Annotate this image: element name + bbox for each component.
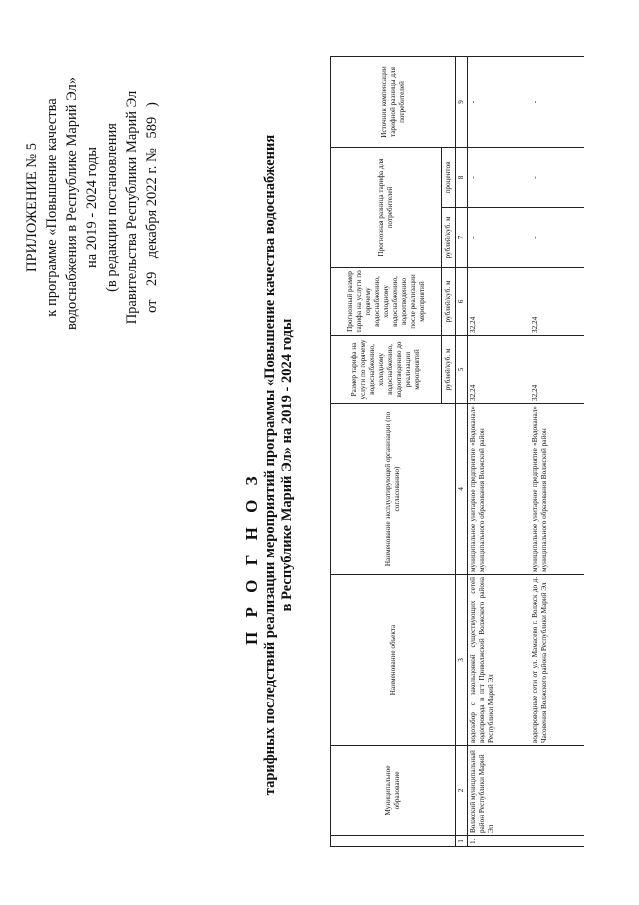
- appendix-date-day: 29: [144, 271, 160, 287]
- header-source: Источник компенсации тарифной разницы для потребителей: [331, 57, 456, 148]
- cell-object: водопроводные сети от ул. Мамасево г. Волжск до д. Часовения Волжского района Республики Марий Эл: [530, 575, 584, 746]
- cell-source: -: [530, 57, 584, 148]
- appendix-date-from: от: [144, 299, 160, 313]
- cell-difference-pct: -: [530, 148, 584, 208]
- appendix-line: к программе «Повышение качества: [44, 98, 60, 317]
- appendix-date-line: [142, 85, 162, 330]
- column-number: 5: [456, 336, 468, 404]
- forecast-table: [330, 56, 584, 847]
- header-object: Наименование объекта: [331, 575, 456, 746]
- appendix-line: ПРИЛОЖЕНИЕ № 5: [24, 143, 40, 272]
- forecast-subtitle: [262, 85, 296, 845]
- cell-object: водозабор с закольцовкой существующих сетей водопровода в пгт Приволжский Волжского района Республики Марий Эл: [468, 575, 531, 746]
- subtitle-line: в Республике Марий Эл» на 2019 - 2024 годы: [279, 318, 295, 612]
- subtitle-line: тарифных последствий реализации мероприятий программы «Повышение качества водоснабжения: [262, 134, 278, 796]
- header-operator: Наименование эксплуатирующей организации (по согласованию): [331, 404, 456, 575]
- table-row: [468, 57, 531, 847]
- forecast-title: П Р О Г Н О З: [242, 471, 261, 645]
- cell-operator: муниципальное унитарное предприятие «Водоканал» муниципального образования Волжский район: [468, 404, 531, 575]
- cell-tariff-forecast: 32,24: [530, 268, 584, 336]
- appendix-date-month: декабря 2022 г. №: [144, 148, 160, 259]
- cell-tariff-size: 32,24: [468, 336, 531, 404]
- appendix-line: (в редакции постановления: [104, 123, 120, 292]
- cell-difference-rub: -: [468, 208, 531, 268]
- unit-difference-rub: рублей/куб. м: [442, 208, 456, 268]
- unit-tariff-size: рублей/куб. м: [442, 336, 456, 404]
- appendix-decree-number: 589: [144, 116, 160, 139]
- cell-municipality: [530, 746, 584, 836]
- cell-difference-pct: -: [468, 148, 531, 208]
- appendix-line: водоснабжения в Республике Марий Эл»: [64, 76, 80, 330]
- cell-municipality: Волжский муниципальный район Республики Марий Эл: [468, 746, 531, 836]
- column-number: 1: [456, 836, 468, 847]
- cell-source: -: [468, 57, 531, 148]
- cell-no: [530, 836, 584, 847]
- appendix-header: [22, 76, 162, 330]
- column-number: 8: [456, 148, 468, 208]
- header-tariff-forecast: Прогнозный размер тарифа на услуги по горячему водоснабжению, холодному водоснабжению, водоотведению после реализации мероприятий: [331, 268, 442, 336]
- column-number: 4: [456, 404, 468, 575]
- header-tariff-size: Размер тарифа на услуги по горячему водоснабжению, холодному водоснабжению, водоотведению до реализации мероприятий: [331, 336, 442, 404]
- header-no: [331, 836, 456, 847]
- unit-difference-pct: процентов: [442, 148, 456, 208]
- cell-difference-rub: -: [530, 208, 584, 268]
- cell-no: 1.: [468, 836, 531, 847]
- cell-tariff-size: 32,24: [530, 336, 584, 404]
- cell-operator: муниципальное унитарное предприятие «Водоканал» муниципального образования Волжский район: [530, 404, 584, 575]
- column-number: 9: [456, 57, 468, 148]
- column-number: 2: [456, 746, 468, 836]
- cell-tariff-forecast: 32,24: [468, 268, 531, 336]
- appendix-line: на 2019 - 2024 годы: [84, 146, 100, 269]
- header-tariff-difference: Прогнозная разница тарифа для потребителей: [331, 148, 442, 268]
- appendix-line: Правительства Республики Марий Эл: [124, 90, 140, 325]
- header-municipality: Муниципальное образование: [331, 746, 456, 836]
- unit-tariff-forecast: рублей/куб. м: [442, 268, 456, 336]
- column-number: 7: [456, 208, 468, 268]
- column-number: 3: [456, 575, 468, 746]
- table-row: [530, 57, 584, 847]
- appendix-date-close: ): [144, 102, 160, 107]
- column-number: 6: [456, 268, 468, 336]
